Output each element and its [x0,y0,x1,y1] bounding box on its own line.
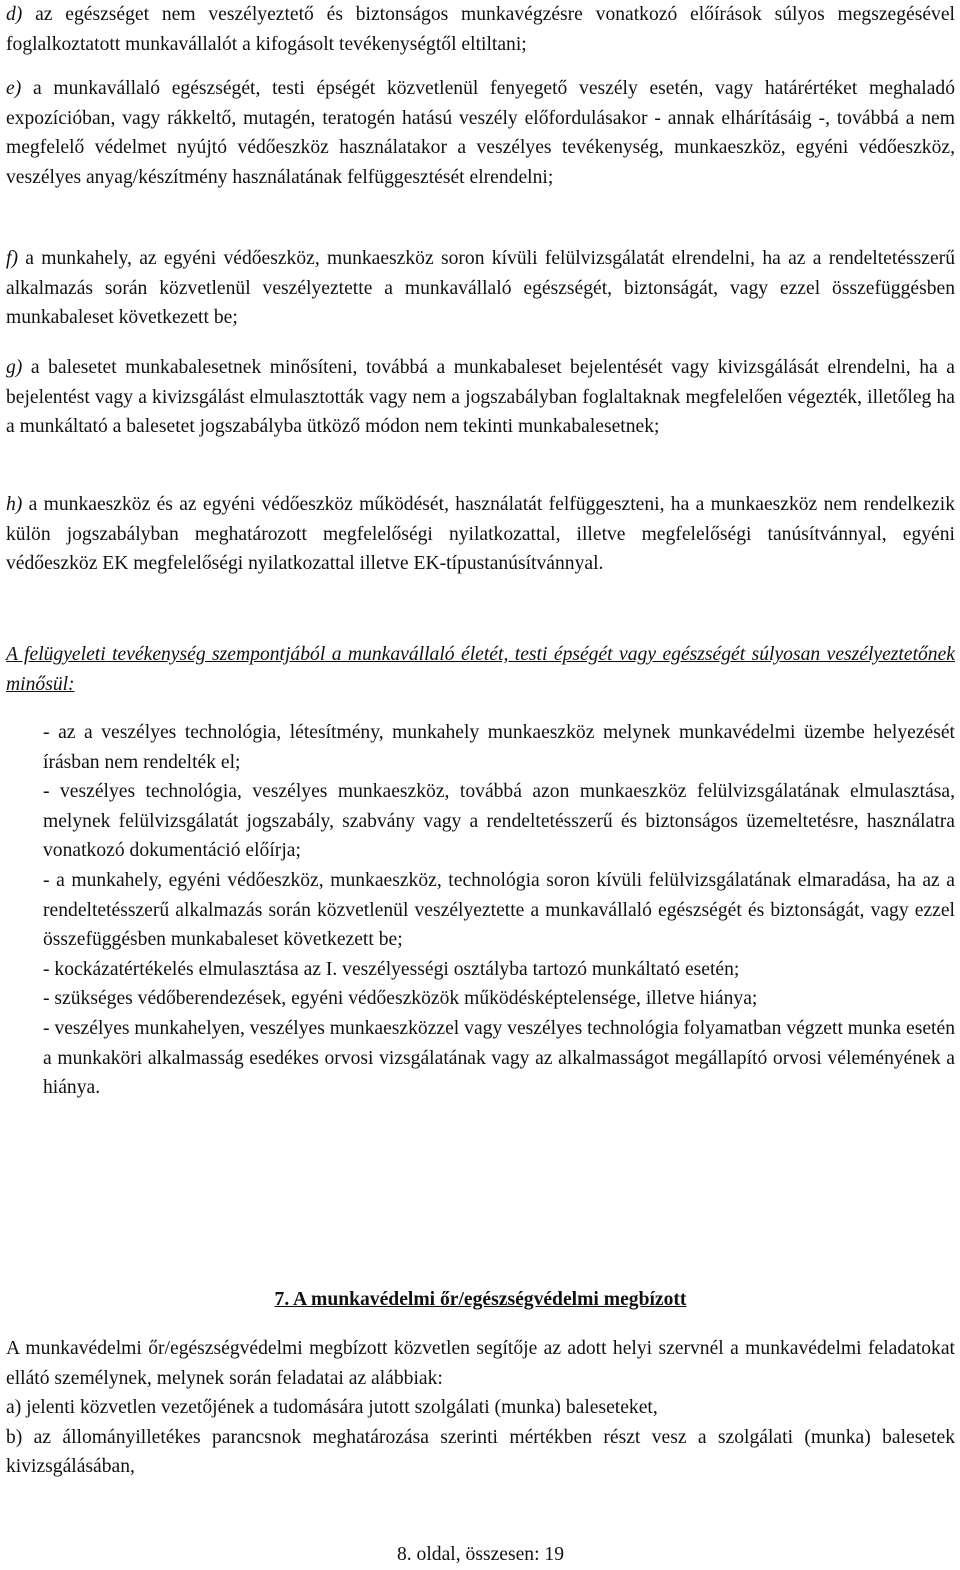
paragraph-text: a munkahely, az egyéni védőeszköz, munkaeszköz soron kívüli felülvizsgálatát elrendelni, ha az a rendeltetésszerű alkalmazás során közvetlenül veszélyeztette a munkavállaló egészségét, biztonságát, vagy ezzel összefüggésben munkabaleset következett be; [6,248,955,329]
paragraph-text: a munkaeszköz és az egyéni védőeszköz működését, használatát felfüggeszteni, ha a munkaeszköz nem rendelkezik külön jogszabályban meghatározott megfelelőségi nyilatkozattal, illetve megfelelőségi tanúsítvánnyal, egyéni védőeszköz EK megfelelőségi nyilatkozattal illetve EK-típustanúsítvánnyal. [6,494,955,575]
paragraph-e [6,74,955,192]
paragraph-text: a munkavállaló egészségét, testi épségét közvetlenül fenyegető veszély esetén, vagy határértéket meghaladó expozícióban, vagy rákkeltő, mutagén, teratogén hatású veszély előfordulásakor - annak elhárításáig -, továbbá a nem megfelelő védelmet nyújtó védőeszköz használatakor a veszélyes tevékenység, munkaeszköz, egyéni védőeszköz, veszélyes anyag/készítmény használatának felfüggesztését elrendelni; [6,78,955,188]
duties-list [6,1393,955,1482]
paragraph-text: a balesetet munkabalesetnek minősíteni, továbbá a munkabaleset bejelentését vagy kivizsgálását elrendelni, ha a bejelentést vagy a kivizsgálást elmulasztották vagy nem a jogszabályban foglaltaknak megfelelően végezték, illetőleg ha a munkáltató a balesetet jogszabályba ütköző módon nem tekinti munkabalesetnek; [6,357,955,438]
hazard-item: - kockázatértékelés elmulasztása az I. veszélyességi osztályba tartozó munkáltató esetén; [43,958,740,980]
hazard-list [43,718,955,1103]
section-title: 7. A munkavédelmi őr/egészségvédelmi megbízott [274,1289,687,1310]
paragraph-label: f) [6,248,18,269]
hazard-item: - veszélyes munkahelyen, veszélyes munkaeszközzel vagy veszélyes technológia folyamatban végzett munka esetén a munkaköri alkalmasság esedékes orvosi vizsgálatának vagy az alkalmasságot megállapító orvosi véleményének a hiánya. [43,1017,955,1099]
hazard-item: - veszélyes technológia, veszélyes munkaeszköz, továbbá azon munkaeszköz felülvizsgálatának elmulasztása, melynek felülvizsgálatát jogszabály, szabvány vagy a rendeltetésszerű és biztonságos üzemeltetésre, használatra vonatkozó dokumentáció előírja; [43,781,955,862]
paragraph-text: az egészséget nem veszélyeztető és biztonságos munkavégzésre vonatkozó előírások súlyos megszegésével foglalkoztatott munkavállalót a kifogásolt tevékenységtől eltiltani; [6,4,955,55]
hazard-item: - az a veszélyes technológia, létesítmény, munkahely munkaeszköz melynek munkavédelmi üzembe helyezését írásban nem rendelték el; [43,722,955,773]
duty-item: b) az állományilletékes parancsnok meghatározása szerinti mértékben részt vesz a szolgálati (munka) balesetek kivizsgálásában, [6,1426,955,1478]
paragraph-label: d) [6,4,23,25]
duty-item: a) jelenti közvetlen vezetőjének a tudomására jutott szolgálati (munka) baleseteket, [6,1397,658,1419]
section-intro: A munkavédelmi őr/egészségvédelmi megbízott közvetlen segítője az adott helyi szervnél a munkavédelmi feladatokat ellátó személynek, melynek során feladatai az alábbiak: [6,1338,955,1389]
page-footer: 8. oldal, összesen: 19 [396,1544,565,1565]
paragraph-label: h) [6,494,23,515]
paragraph-f [6,244,955,333]
section-body [6,1334,955,1482]
paragraph-g [6,353,955,442]
paragraph-d [6,0,955,59]
paragraph-h [6,490,955,579]
paragraph-label: g) [6,357,23,378]
hazard-item: - a munkahely, egyéni védőeszköz, munkaeszköz, technológia soron kívüli felülvizsgálatának elmaradása, ha az a rendeltetésszerű alkalmazás során közvetlenül veszélyeztette a munkavállaló egészségét és biztonságát, vagy ezzel összefüggésben munkabaleset következett be; [43,869,955,951]
paragraph-label: e) [6,78,22,99]
hazard-item: - szükséges védőberendezések, egyéni védőeszközök működésképtelensége, illetve hiánya; [43,988,758,1010]
document-page [6,0,955,1569]
supervisory-heading: A felügyeleti tevékenység szempontjából a munkavállaló életét, testi épségét vagy egészségét súlyosan veszélyeztetőnek minősül: [6,644,955,695]
